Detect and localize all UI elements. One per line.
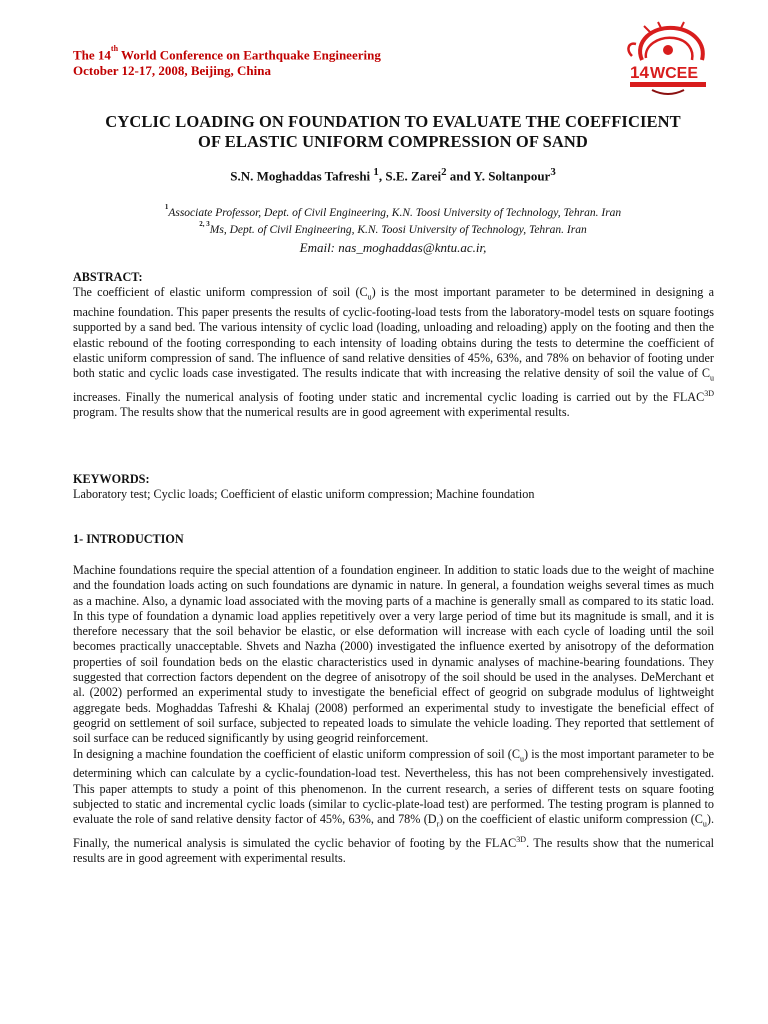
logo-bar: [630, 82, 706, 87]
keywords-list: Laboratory test; Cyclic loads; Coefficient of elastic uniform compression; Machine foundation: [73, 487, 535, 502]
paper-title: [60, 112, 726, 152]
keywords-section: [73, 472, 714, 503]
intro-p2-text-a: In designing a machine foundation the coefficient of elastic uniform compression of soil (C: [73, 746, 520, 761]
affiliation-2: [60, 219, 726, 237]
abstract-text-4: program. The results show that the numerical results are in good agreement with experimental results.: [73, 405, 570, 420]
ordinal-suffix: th: [110, 44, 119, 53]
intro-p2-text-d: ). Finally, the numerical analysis is simulated the cyclic behavior of footing by the FLAC: [73, 812, 714, 850]
intro-p2-sub-c: u: [702, 819, 707, 829]
abstract-section: [73, 270, 714, 421]
introduction-body: [73, 563, 714, 867]
abstract-body: [73, 285, 714, 420]
author-2-mark: 2: [441, 166, 447, 178]
conference-date-location: October 12-17, 2008, Beijing, China: [73, 63, 272, 79]
affiliation-1: [60, 202, 726, 220]
author-list: [60, 166, 726, 184]
author-1: S.N. Moghaddas Tafreshi: [230, 168, 374, 184]
intro-p2-sup-d: 3D: [516, 834, 527, 844]
affiliation-2-mark: 2, 3: [199, 220, 210, 228]
title-line-2: OF ELASTIC UNIFORM COMPRESSION OF SAND: [198, 132, 588, 151]
affiliation-1-text: Associate Professor, Dept. of Civil Engineering, K.N. Toosi University of Technology, Tehran. Iran: [168, 206, 622, 219]
author-2: , S.E. Zarei: [378, 168, 442, 184]
abstract-sup-3: 3D: [704, 388, 714, 398]
intro-p2-text-e: . The results show that the numerical results are in good agreement with experimental results.: [73, 835, 714, 866]
intro-p2-sub-b: r: [436, 819, 440, 829]
author-3-mark: 3: [550, 166, 556, 178]
author-3: and Y. Soltanpour: [446, 168, 551, 184]
affiliation-1-mark: 1: [164, 203, 169, 211]
title-line-1: CYCLIC LOADING ON FOUNDATION TO EVALUATE THE COEFFICIENT: [105, 112, 681, 131]
author-1-mark: 1: [373, 166, 379, 178]
logo-wordmark: WCEE: [650, 65, 698, 82]
conference-name: [73, 44, 381, 63]
abstract-heading: ABSTRACT:: [73, 270, 143, 284]
conference-name-suffix: World Conference on Earthquake Engineering: [118, 47, 381, 63]
intro-paragraph-2: [73, 747, 714, 867]
introduction-heading: 1- INTRODUCTION: [73, 532, 184, 546]
logo-number: 14: [630, 63, 649, 82]
dragon-emblem-icon: [629, 22, 703, 60]
keywords-heading: KEYWORDS:: [73, 472, 150, 486]
introduction-heading-block: [73, 532, 714, 547]
conference-name-prefix: The 14: [73, 47, 111, 63]
logo-swoosh: [652, 90, 684, 94]
conference-header: [73, 44, 381, 79]
intro-paragraph-1: Machine foundations require the special attention of a foundation engineer. In addition to static loads due to the weight of machine and the foundation loads acting on such foundations are dynamic in nature. In general, a foundation weighs several times as much as a machine. Also, a dynamic load associated with the moving parts of a machine is generally small as compared to its static load. In this type of foundation a dynamic load applies repetitively over a very large period of time but its magnitude is small, and it is therefore necessary that the soil behavior be elastic, or else deformation will increase with each cycle of loading until the soil becomes practically unacceptable. Shvets and Nazha (2000) investigated the influence exerted by anisotropy of the deformation properties of soil foundation beds on the elastic characteristics used in dynamic analyses of machine-bearing foundations. They suggested that correction factors dependent on the degree of anisotropy of the soil should be used in the analyses. DeMerchant et al. (2002) performed an experimental study to investigate the beneficial effect of geogrid on subgrade modulus of lightweight aggregate beds. Moghaddas Tafreshi & Khalaj (2008) performed an experimental study to investigate the beneficial effect of geogrid on settlement of soil surface, subjected to repeated loads to simulate the vehicle loading. They reported that settlement of soil surface can be reduced significantly by using geogrid reinforcement.: [73, 563, 714, 746]
affiliation-2-text: Ms, Dept. of Civil Engineering, K.N. Toosi University of Technology, Tehran. Iran: [209, 223, 587, 236]
wcee-logo: [622, 20, 714, 98]
intro-p2-text-b: ) is the most important parameter to be determining which can calculate by a cyclic-foundation-load test. Nevertheless, this has not been comprehensively investigated. This paper attempts to study a point of this phenomenon. In the current research, a series of different tests on square footing subjected to static and incremental cyclic loads (similar to cyclic-plate-load test) are performed. The testing program is planned to evaluate the role of sand relative density factor of 45%, 63%, and 78% (D: [73, 746, 714, 827]
abstract-text-2: ) is the most important parameter to be determined in designing a machine foundation. This paper presents the results of cyclic-footing-load tests from the laboratory-model tests on square footings supported by a sand bed. The various intensity of cyclic load (loading, unloading and reloading) apply on the footing and then the elastic rebound of the footing corresponding to each intensity of loading obtains during the tests to determine the coefficient of elastic uniform compression of sand. The influence of sand relative densities of 45%, 63%, and 78% on behavior of footing under both static and cyclic loads case investigated. The results indicate that with increasing the relative density of soil the value of C: [73, 285, 714, 381]
intro-p2-text-c: ) on the coefficient of elastic uniform compression (C: [439, 812, 703, 827]
abstract-sub-1: u: [367, 292, 372, 302]
intro-p2-sub-a: u: [520, 754, 524, 763]
abstract-text-3: increases. Finally the numerical analysis of footing under static and incremental cyclic loading is carried out by the FLAC: [73, 390, 705, 405]
abstract-sub-2: u: [710, 373, 714, 383]
abstract-text-1: The coefficient of elastic uniform compression of soil (C: [73, 285, 368, 300]
contact-email: Email: nas_moghaddas@kntu.ac.ir,: [299, 240, 487, 255]
